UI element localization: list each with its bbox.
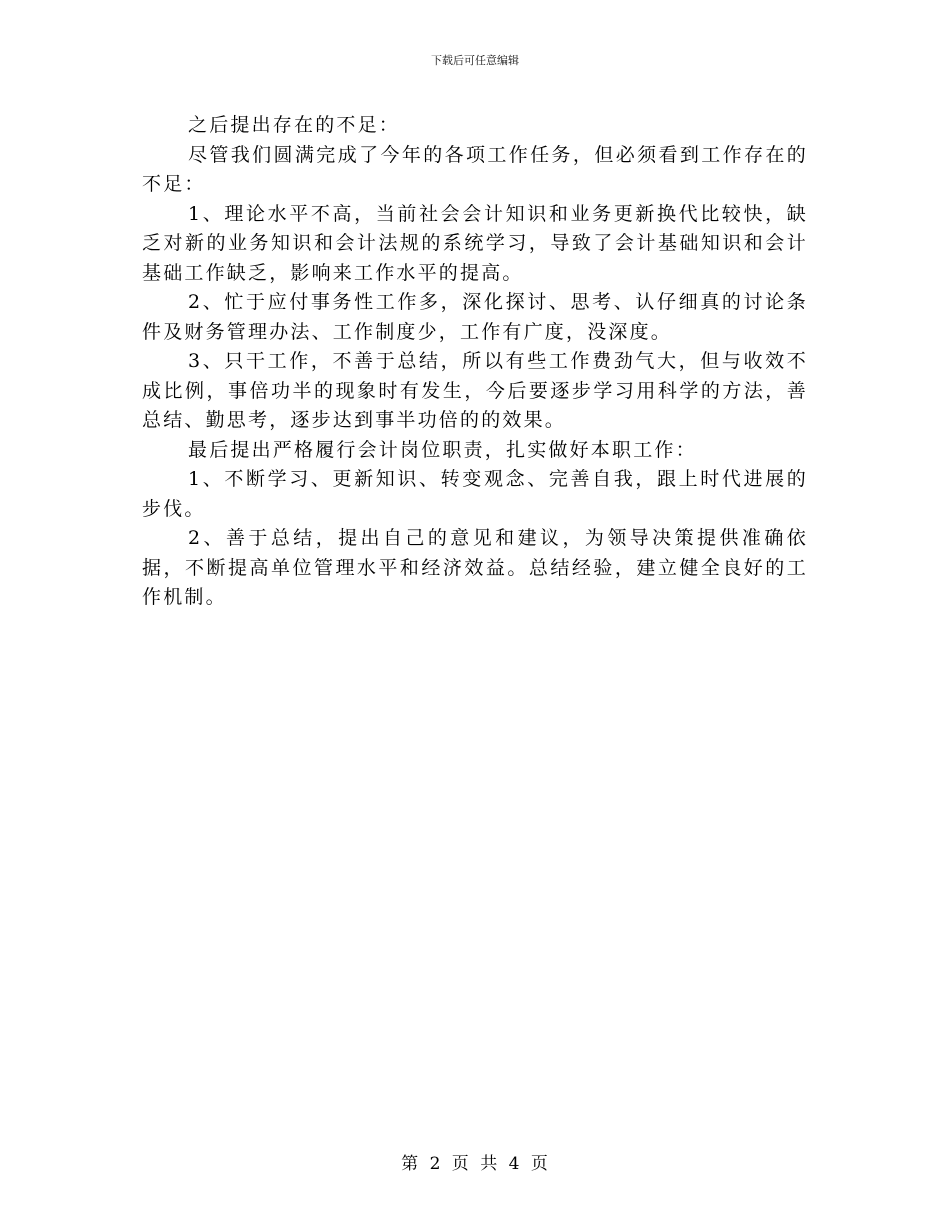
paragraph-duties: 最后提出严格履行会计岗位职责，扎实做好本职工作： [188,438,697,461]
paragraph-point-1: 1、理论水平不高，当前社会会计知识和业务更新换代比较快，缺乏对新的业务知识和会计法规的系统学习，导致了会计基础知识和会计基础工作缺乏，影响来工作水平的提高。 [142,202,808,284]
page-number: 第 2 页 共 4 页 [401,1154,549,1174]
paragraph-intro: 之后提出存在的不足： [188,114,401,136]
paragraph-shortcomings: 尽管我们圆满完成了今年的各项工作任务，但必须看到工作存在的不足： [142,143,808,195]
document-body [142,111,808,613]
page-header: 下载后可任意编辑 [431,54,519,67]
paragraph-duty-2: 2、善于总结，提出自己的意见和建议，为领导决策提供准确依据，不断提高单位管理水平和经济效益。总结经验，建立健全良好的工作机制。 [142,527,808,608]
paragraph-duty-1: 1、不断学习、更新知识、转变观念、完善自我，跟上时代进展的步伐。 [142,468,808,520]
paragraph-point-3: 3、只干工作，不善于总结，所以有些工作费劲气大，但与收效不成比例，事倍功半的现象时有发生，今后要逐步学习用科学的方法，善总结、勤思考，逐步达到事半功倍的的效果。 [142,350,808,431]
paragraph-point-2: 2、忙于应付事务性工作多，深化探讨、思考、认仔细真的讨论条件及财务管理办法、工作制度少，工作有广度，没深度。 [142,291,808,343]
